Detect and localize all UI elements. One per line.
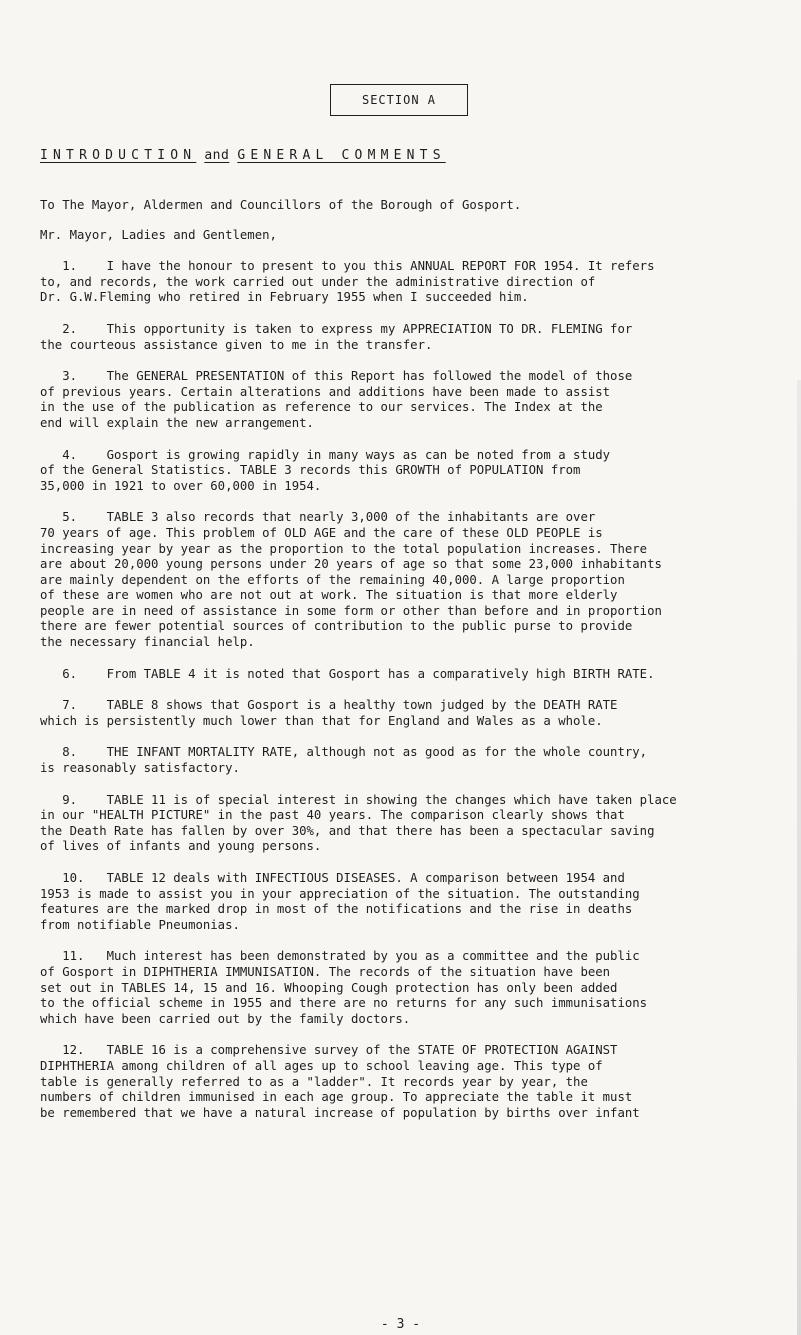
paragraph-line: 3. The GENERAL PRESENTATION of this Report has followed the model of those <box>40 369 633 384</box>
paragraph-line: 10. TABLE 12 deals with INFECTIOUS DISEASES. A comparison between 1954 and <box>40 871 625 885</box>
heading-and: and <box>204 148 230 163</box>
paragraph-line: 4. Gosport is growing rapidly in many ways as can be noted from a study <box>40 447 611 462</box>
paragraph-line: 8. THE INFANT MORTALITY RATE, although not as good as for the whole country, <box>40 745 648 760</box>
paragraph-line: DIPHTHERIA among children of all ages up to school leaving age. This type of <box>40 1058 603 1073</box>
paragraph-line: of the General Statistics. TABLE 3 records this GROWTH of POPULATION from <box>40 463 581 478</box>
paragraph-line: 6. From TABLE 4 it is noted that Gosport has a comparatively high BIRTH RATE. <box>40 666 655 681</box>
paragraph-3 <box>40 369 786 431</box>
paragraph-line: Dr. G.W.Fleming who retired in February 1955 when I succeeded him. <box>40 290 529 305</box>
paragraph-line: the necessary financial help. <box>40 635 255 650</box>
paragraph-line: of lives of infants and young persons. <box>40 839 322 854</box>
paragraph-9 <box>40 793 786 855</box>
paragraph-line: in the use of the publication as reference to our services. The Index at the <box>40 400 603 415</box>
paragraph-line: from notifiable Pneumonias. <box>40 917 240 932</box>
heading-general-comments: GENERAL COMMENTS <box>237 148 446 163</box>
paragraph-line: are about 20,000 young persons under 20 years of age so that some 23,000 inhabitants <box>40 557 662 572</box>
paragraph-line: increasing year by year as the proportion to the total population increases. There <box>40 541 648 556</box>
paragraph-line: of Gosport in DIPHTHERIA IMMUNISATION. The records of the situation have been <box>40 964 611 979</box>
paragraph-11 <box>40 949 786 1027</box>
paragraph-4 <box>40 448 786 495</box>
paragraph-line: is reasonably satisfactory. <box>40 761 240 776</box>
paragraph-line: 11. Much interest has been demonstrated by you as a committee and the public <box>40 949 640 964</box>
address-line: To The Mayor, Aldermen and Councillors of the Borough of Gosport. <box>40 198 522 212</box>
paragraph-6 <box>40 667 786 683</box>
paragraph-8 <box>40 745 786 776</box>
paragraph-line: 1953 is made to assist you in your appreciation of the situation. The outstanding <box>40 886 640 901</box>
paragraph-line: 2. This opportunity is taken to express my APPRECIATION TO DR. FLEMING for <box>40 321 633 336</box>
paragraph-line: which have been carried out by the family doctors. <box>40 1011 411 1026</box>
paragraph-line: set out in TABLES 14, 15 and 16. Whooping Cough protection has only been added <box>40 980 618 995</box>
paragraph-10 <box>40 871 786 933</box>
paragraph-line: table is generally referred to as a "ladder". It records year by year, the <box>40 1074 588 1089</box>
paragraph-line: in our "HEALTH PICTURE" in the past 40 years. The comparison clearly shows that <box>40 808 625 823</box>
paragraph-line: 1. I have the honour to present to you this ANNUAL REPORT FOR 1954. It refers <box>40 259 655 274</box>
paragraph-line: are mainly dependent on the efforts of the remaining 40,000. A large proportion <box>40 572 625 587</box>
paragraph-line: be remembered that we have a natural increase of population by births over infant <box>40 1105 640 1120</box>
paragraph-line: numbers of children immunised in each age group. To appreciate the table it must <box>40 1090 633 1105</box>
paragraph-5 <box>40 510 786 650</box>
paragraph-line: of previous years. Certain alterations and additions have been made to assist <box>40 384 611 399</box>
paragraph-line: the courteous assistance given to me in the transfer. <box>40 337 433 352</box>
page-number: - 3 - <box>380 1317 421 1332</box>
paragraph-2 <box>40 322 786 353</box>
paragraph-line: to the official scheme in 1955 and there are no returns for any such immunisations <box>40 996 648 1011</box>
paragraph-line: of these are women who are not out at work. The situation is that more elderly <box>40 588 618 603</box>
paragraph-line: 5. TABLE 3 also records that nearly 3,000 of the inhabitants are over <box>40 510 596 525</box>
paragraph-line: 12. TABLE 16 is a comprehensive survey of the STATE OF PROTECTION AGAINST <box>40 1043 618 1058</box>
scan-edge-shadow <box>797 380 801 1335</box>
paragraph-line: end will explain the new arrangement. <box>40 415 314 430</box>
page-heading <box>40 148 780 163</box>
paragraph-7 <box>40 698 786 729</box>
paragraph-line: 70 years of age. This problem of OLD AGE and the care of these OLD PEOPLE is <box>40 525 603 540</box>
paragraph-line: people are in need of assistance in some form or other than before and in proportion <box>40 603 662 618</box>
paragraph-line: to, and records, the work carried out under the administrative direction of <box>40 274 596 289</box>
heading-introduction: INTRODUCTION <box>40 148 197 163</box>
section-label-box <box>330 84 468 116</box>
paragraph-line: 7. TABLE 8 shows that Gosport is a healthy town judged by the DEATH RATE <box>40 698 618 713</box>
numbered-paragraphs <box>40 259 786 1121</box>
paragraph-12 <box>40 1043 786 1121</box>
paragraph-line: features are the marked drop in most of the notifications and the rise in deaths <box>40 902 633 917</box>
paragraph-line: which is persistently much lower than that for England and Wales as a whole. <box>40 713 603 728</box>
paragraph-line: there are fewer potential sources of contribution to the public purse to provide <box>40 619 633 634</box>
paragraph-line: 35,000 in 1921 to over 60,000 in 1954. <box>40 478 322 493</box>
section-label: SECTION A <box>361 93 437 107</box>
paragraph-1 <box>40 259 786 306</box>
paragraph-line: the Death Rate has fallen by over 30%, and that there has been a spectacular saving <box>40 823 655 838</box>
salutation: Mr. Mayor, Ladies and Gentlemen, <box>40 227 277 242</box>
paragraph-line: 9. TABLE 11 is of special interest in showing the changes which have taken place <box>40 792 677 807</box>
report-body <box>40 198 786 1137</box>
